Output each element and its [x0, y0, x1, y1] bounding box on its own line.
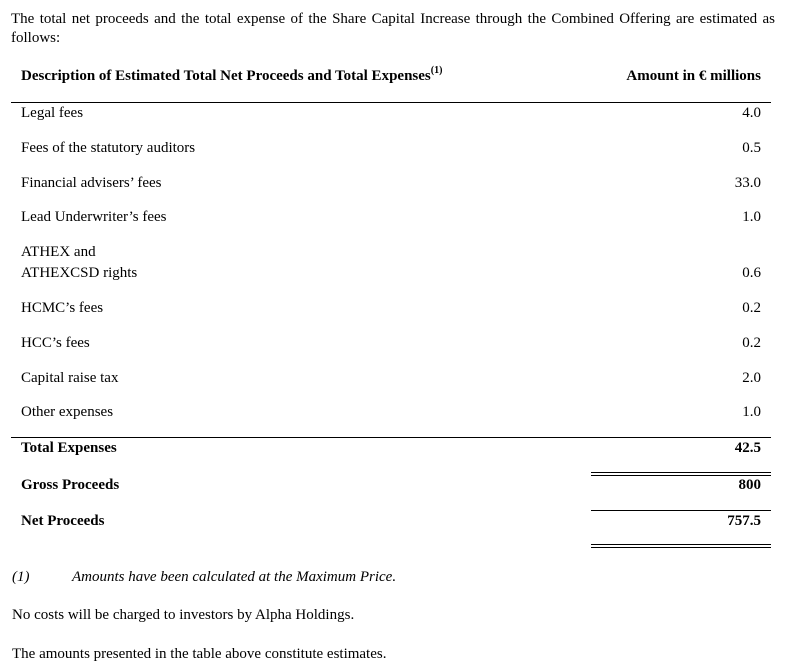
row-label-other-expenses: Other expenses [21, 404, 114, 420]
row-amount-capital-raise-tax: 2.0 [742, 370, 761, 386]
paragraph-no-costs: No costs will be charged to investors by Alpha Holdings. [12, 607, 355, 623]
table-header-amount: Amount in € millions [626, 68, 761, 84]
row-label-financial-advisers-fees: Financial advisers’ fees [21, 175, 162, 191]
total-divider [11, 437, 771, 438]
net-double-underline-bottom [591, 547, 771, 548]
paragraph-estimates: The amounts presented in the table above constitute estimates. [12, 646, 387, 662]
row-label-capital-raise-tax: Capital raise tax [21, 370, 119, 386]
net-proceeds-amount: 757.5 [727, 513, 761, 529]
total-expenses-label: Total Expenses [21, 440, 117, 456]
row-amount-financial-advisers-fees: 33.0 [734, 175, 761, 191]
gross-divider-top [591, 472, 771, 473]
net-double-underline-top [591, 544, 771, 545]
total-expenses-amount: 42.5 [734, 440, 761, 456]
row-label-legal-fees: Legal fees [21, 105, 84, 121]
net-proceeds-label: Net Proceeds [21, 513, 105, 529]
row-amount-other-expenses: 1.0 [742, 404, 761, 420]
footnote [12, 569, 396, 586]
row-label-auditor-fees: Fees of the statutory auditors [21, 140, 196, 156]
row-label-athex-line1: ATHEX and [21, 244, 96, 260]
footnote-number: (1) [12, 569, 30, 585]
header-footnote-mark: (1) [430, 65, 443, 76]
row-amount-hcmc-fees: 0.2 [742, 300, 761, 316]
row-label-hcmc-fees: HCMC’s fees [21, 300, 104, 316]
row-label-athex-line2: ATHEXCSD rights [21, 265, 138, 281]
header-divider [11, 102, 771, 103]
row-amount-lead-underwriter-fees: 1.0 [742, 209, 761, 225]
footnote-text: Amounts have been calculated at the Maximum Price. [72, 569, 397, 585]
row-amount-auditor-fees: 0.5 [742, 140, 761, 156]
header-description-text: Description of Estimated Total Net Proceeds and Total Expenses [21, 68, 431, 84]
table-header-description [21, 65, 443, 85]
row-label-hcc-fees: HCC’s fees [21, 335, 90, 351]
gross-proceeds-amount: 800 [738, 477, 761, 493]
row-amount-athex-rights: 0.6 [742, 265, 761, 281]
intro-paragraph: The total net proceeds and the total expense of the Share Capital Increase through the Combined Offering are estimated as follows: [11, 11, 775, 46]
row-amount-hcc-fees: 0.2 [742, 335, 761, 351]
gross-proceeds-label: Gross Proceeds [21, 477, 120, 493]
row-label-lead-underwriter-fees: Lead Underwriter’s fees [21, 209, 167, 225]
row-amount-legal-fees: 4.0 [742, 105, 761, 121]
